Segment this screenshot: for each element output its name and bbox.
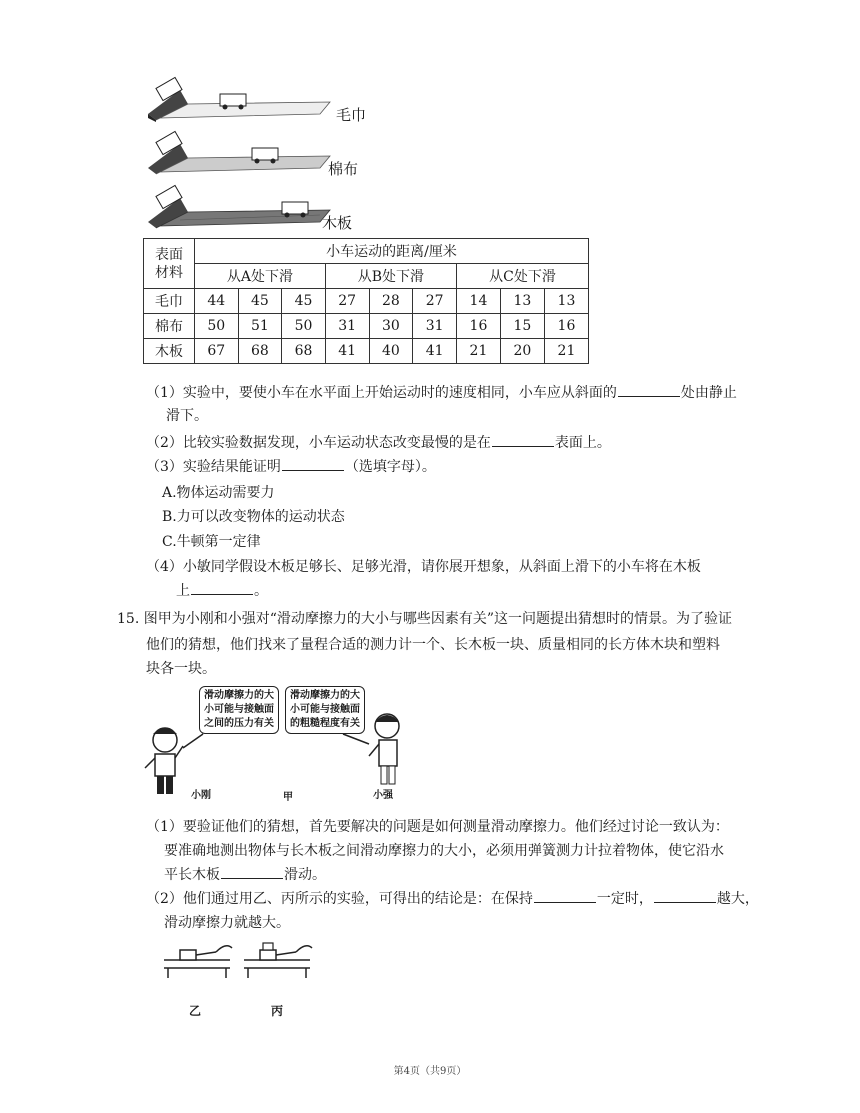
cell: 28: [369, 289, 413, 314]
figure-yi-bing: [160, 940, 320, 1000]
ramp-label-towel: 毛巾: [336, 106, 367, 124]
q15-p1-text: 平长木板: [164, 867, 220, 883]
answer-blank[interactable]: [654, 888, 716, 903]
figure-label-bing: 丙: [271, 1004, 284, 1018]
q15-p2-text: （2）他们通过用乙、丙所示的实验，可得出的结论是：在保持: [146, 891, 533, 907]
answer-blank[interactable]: [191, 580, 253, 595]
ramp-illustrations: [140, 74, 340, 234]
q15-p2-text-end: 越大，: [716, 891, 759, 907]
cell: 68: [282, 339, 326, 364]
table-main-header: 小车运动的距离/厘米: [195, 239, 589, 264]
bubble-line: 的粗糙程度有关: [290, 718, 360, 729]
bubble-line: 小可能与接触面: [204, 704, 274, 715]
q15-intro-1: 15. 图甲为小刚和小强对“滑动摩擦力的大小与哪些因素有关”这一问题提出猜想时的情景。为了验证: [117, 611, 733, 627]
q15-part1-cont: 要准确地测出物体与长木板之间滑动摩擦力的大小，必须用弹簧测力计拉着物体，使它沿水: [164, 843, 724, 859]
cell: 67: [195, 339, 239, 364]
corner-line-1: 表面: [155, 246, 183, 263]
figure-jia: [143, 682, 405, 806]
q15-part2: [146, 888, 759, 910]
q15-part1-cont2: [164, 864, 326, 886]
cell: 15: [500, 314, 544, 339]
cell: 44: [195, 289, 239, 314]
q14-part1: [146, 382, 737, 404]
table-corner: [144, 239, 195, 289]
q14-p1-text-end: 处由静止: [680, 385, 737, 401]
q14-p3-text: （3）实验结果能证明: [146, 459, 281, 475]
answer-blank[interactable]: [221, 864, 283, 879]
cell: 13: [544, 289, 588, 314]
q15-part2-cont: 滑动摩擦力就越大。: [164, 915, 290, 931]
bubble-line: 滑动摩擦力的大: [290, 690, 360, 701]
row-material: 毛巾: [144, 289, 195, 314]
group-header: 从A处下滑: [195, 264, 326, 289]
figure-label-yi: 乙: [189, 1004, 202, 1018]
cell: 50: [282, 314, 326, 339]
answer-blank[interactable]: [492, 432, 554, 447]
cell: 51: [238, 314, 282, 339]
option-c: C.牛顿第一定律: [162, 534, 261, 550]
group-header: 从B处下滑: [325, 264, 456, 289]
q14-p3-text-end: （选填字母）。: [344, 459, 436, 475]
q14-part3: [146, 456, 436, 478]
name-xiaoqiang: 小强: [373, 790, 393, 801]
cell: 41: [413, 339, 457, 364]
ramp-cotton: [148, 131, 330, 174]
bubble-line: 之间的压力有关: [204, 718, 274, 729]
ramp-label-wood: 木板: [322, 214, 353, 232]
cell: 13: [500, 289, 544, 314]
q14-p4-text: 上: [176, 583, 190, 599]
figure-bing: [244, 943, 312, 978]
ramp-label-cotton: 棉布: [328, 160, 359, 178]
cell: 31: [325, 314, 369, 339]
table-row: [144, 289, 589, 314]
cell: 14: [456, 289, 500, 314]
cell: 21: [456, 339, 500, 364]
cell: 41: [325, 339, 369, 364]
answer-blank[interactable]: [282, 456, 344, 471]
group-header: 从C处下滑: [456, 264, 588, 289]
cell: 45: [282, 289, 326, 314]
figure-yi: [164, 946, 232, 978]
ramp-towel: [148, 77, 330, 122]
corner-line-2: 材料: [155, 264, 183, 281]
ramp-wood: [148, 185, 330, 228]
answer-blank[interactable]: [534, 888, 596, 903]
q15-intro-3: 块各一块。: [146, 661, 216, 677]
distance-table: [143, 238, 589, 364]
cell: 20: [500, 339, 544, 364]
option-a: A.物体运动需要力: [162, 485, 275, 501]
page-number: 第4页（共9页）: [393, 1066, 467, 1077]
q14-part2: [146, 432, 611, 454]
q14-p2-text-end: 表面上。: [554, 435, 611, 451]
q15-p2-text-mid: 一定时，: [596, 891, 653, 907]
table-row: [144, 314, 589, 339]
speech-bubble-left: [199, 686, 279, 734]
cell: 45: [238, 289, 282, 314]
cell: 30: [369, 314, 413, 339]
cell: 16: [456, 314, 500, 339]
q14-part4: （4）小敏同学假设木板足够长、足够光滑，请你展开想象，从斜面上滑下的小车将在木板: [146, 559, 701, 575]
bubble-line: 滑动摩擦力的大: [204, 690, 274, 701]
row-material: 木板: [144, 339, 195, 364]
q14-p2-text: （2）比较实验数据发现，小车运动状态改变最慢的是在: [146, 435, 491, 451]
speech-bubble-right: [285, 686, 365, 734]
option-b: B.力可以改变物体的运动状态: [162, 509, 345, 525]
table-row: [144, 339, 589, 364]
cell: 16: [544, 314, 588, 339]
cell: 50: [195, 314, 239, 339]
name-xiaogang: 小刚: [191, 790, 211, 801]
cell: 31: [413, 314, 457, 339]
row-material: 棉布: [144, 314, 195, 339]
q15-part1: （1）要验证他们的猜想，首先要解决的问题是如何测量滑动摩擦力。他们经过讨论一致认为：: [146, 819, 729, 835]
q15-p1-text-end: 滑动。: [284, 867, 326, 883]
q14-part4-cont: [176, 580, 268, 602]
cell: 21: [544, 339, 588, 364]
answer-blank[interactable]: [618, 382, 680, 397]
figure-label-jia: 甲: [283, 792, 293, 803]
q15-intro-2: 他们的猜想，他们找来了量程合适的测力计一个、长木板一块、质量相同的长方体木块和塑料: [146, 637, 720, 653]
cell: 27: [325, 289, 369, 314]
cell: 68: [238, 339, 282, 364]
cell: 27: [413, 289, 457, 314]
q14-part1-cont: 滑下。: [166, 408, 208, 424]
q14-p4-text-end: 。: [254, 583, 268, 599]
cell: 40: [369, 339, 413, 364]
q14-p1-text: （1）实验中，要使小车在水平面上开始运动时的速度相同，小车应从斜面的: [146, 385, 617, 401]
bubble-line: 小可能与接触面: [290, 704, 360, 715]
